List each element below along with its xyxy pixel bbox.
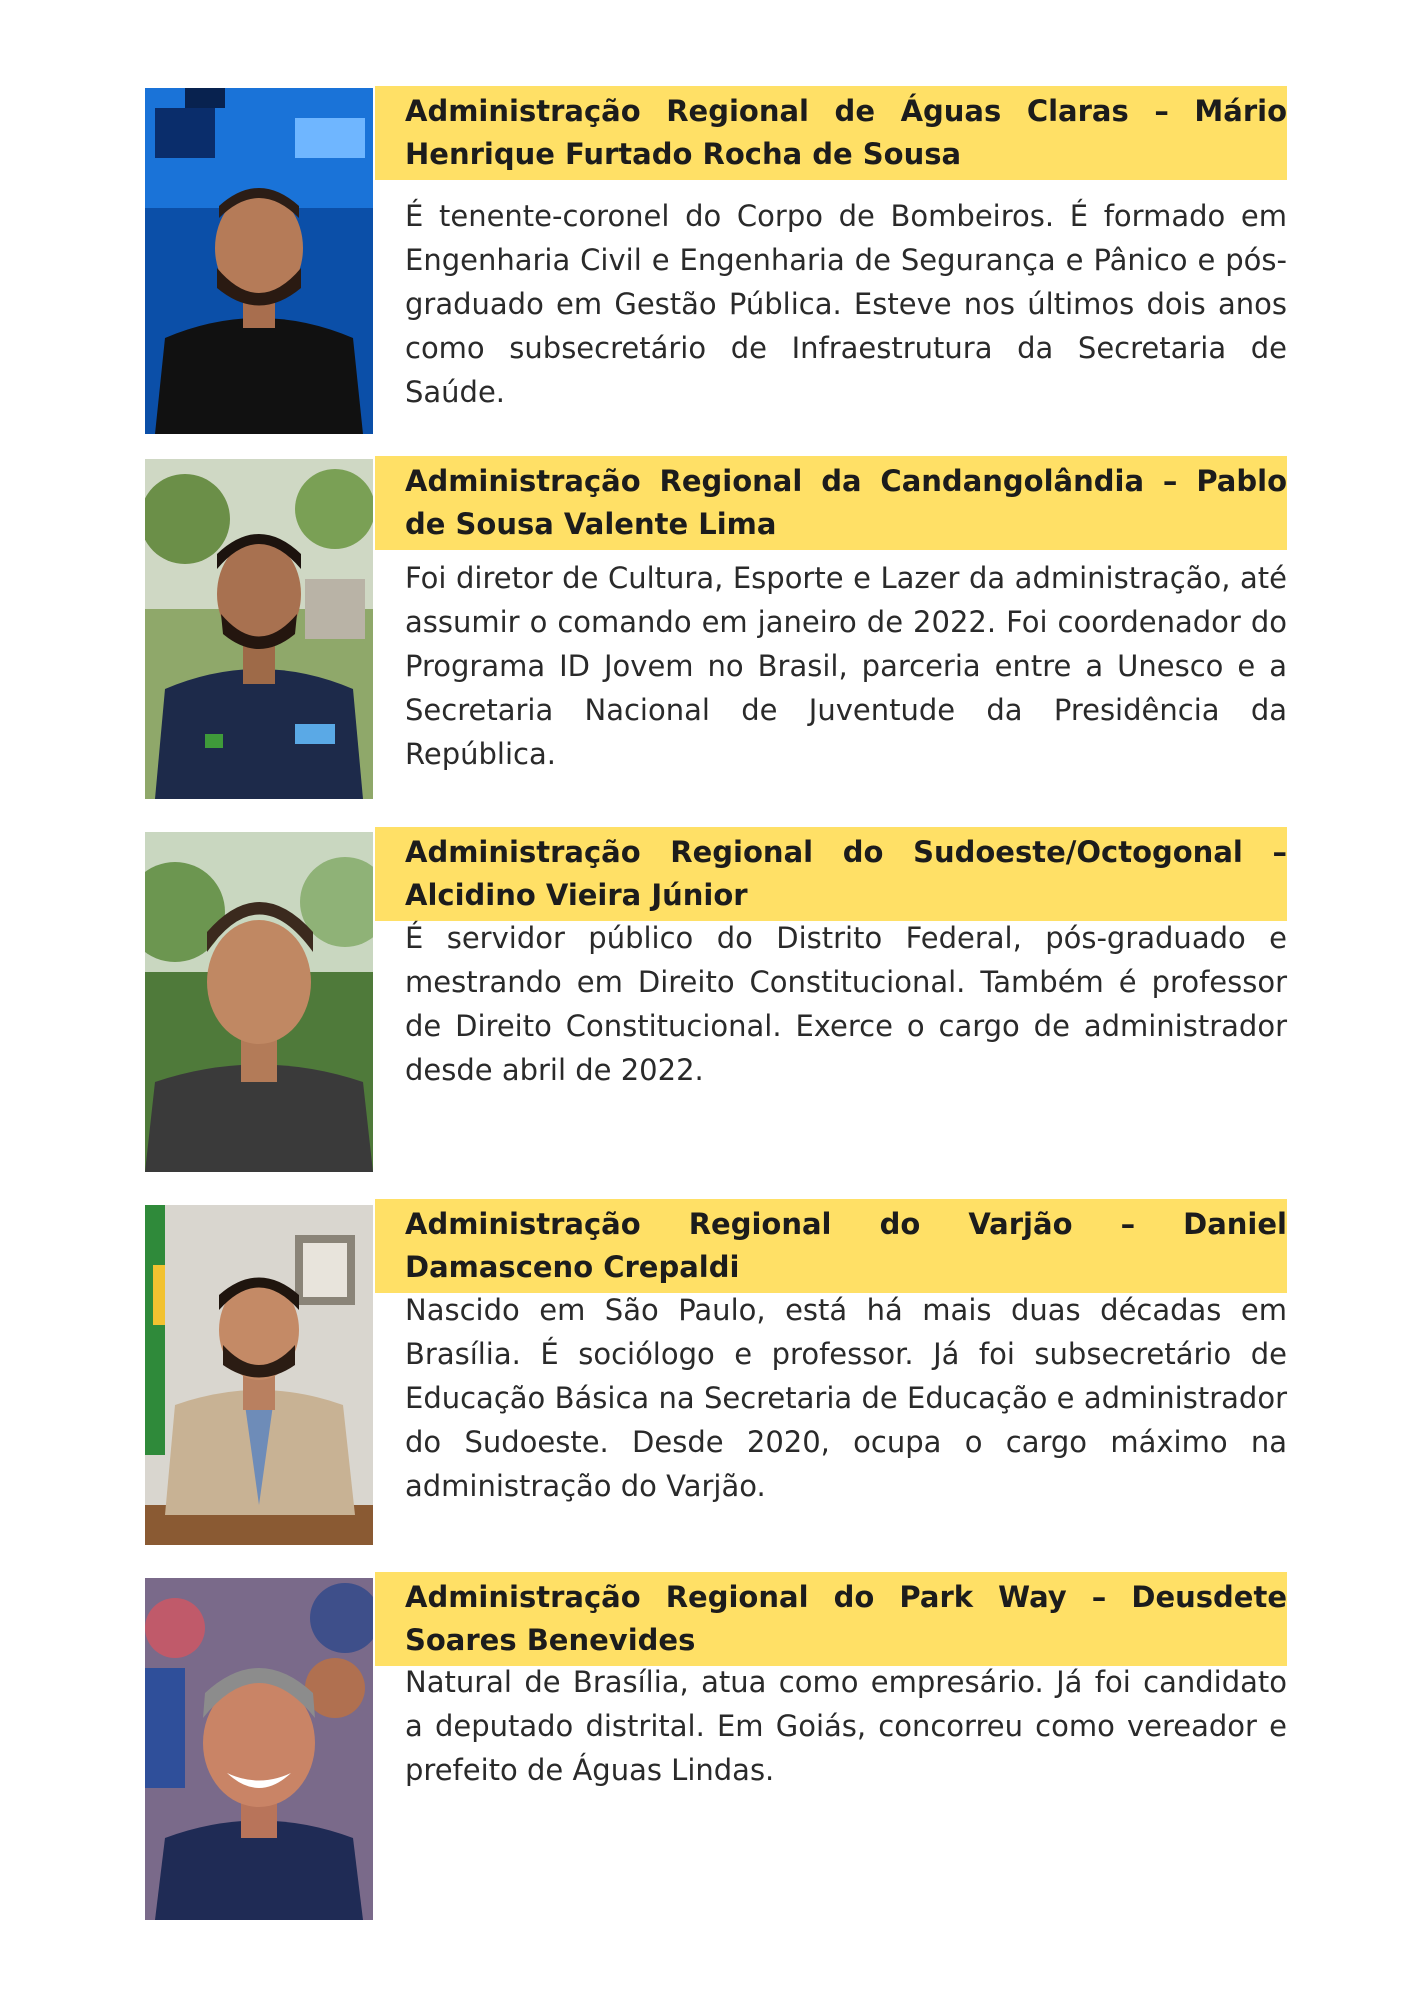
portrait-photo: [145, 1205, 373, 1545]
entry-title: Administração Regional de Águas Claras – Mário Henrique Furtado Rocha de Sousa: [375, 86, 1287, 180]
entry-title: Administração Regional do Sudoeste/Octogonal – Alcidino Vieira Júnior: [375, 827, 1287, 921]
entry-bio: Natural de Brasília, atua como empresário. Já foi candidato a deputado distrital. Em Goiás, concorreu como vereador e prefeito de Águas Lindas.: [405, 1665, 1287, 1787]
entry-bio: Foi diretor de Cultura, Esporte e Lazer da administração, até assumir o comando em janeiro de 2022. Foi coordenador do Programa ID Jovem no Brasil, parceria entre a Unesco e a Secretaria Nacional de Juventude da Presidência da República.: [405, 561, 1287, 771]
entry-title: Administração Regional da Candangolândia – Pablo de Sousa Valente Lima: [375, 456, 1287, 550]
portrait-photo: [145, 88, 373, 434]
entry-bio: É servidor público do Distrito Federal, pós-graduado e mestrando em Direito Constitucional. Também é professor de Direito Constitucional. Exerce o cargo de administrador desde abril de 2022.: [405, 921, 1287, 1087]
entry-title: Administração Regional do Varjão – Daniel Damasceno Crepaldi: [375, 1199, 1287, 1293]
entry-bio: É tenente-coronel do Corpo de Bombeiros. É formado em Engenharia Civil e Engenharia de Segurança e Pânico e pós-graduado em Gestão Pública. Esteve nos últimos dois anos como subsecretário de Infraestrutura da Secretaria de Saúde.: [405, 199, 1287, 409]
portrait-photo: [145, 459, 373, 799]
portrait-photo: [145, 832, 373, 1172]
portrait-photo: [145, 1578, 373, 1920]
entry-title: Administração Regional do Park Way – Deusdete Soares Benevides: [375, 1572, 1287, 1666]
entry-bio: Nascido em São Paulo, está há mais duas décadas em Brasília. É sociólogo e professor. Já foi subsecretário de Educação Básica na Secretaria de Educação e administrador do Sudoeste. Desde 2020, ocupa o cargo máximo na administração do Varjão.: [405, 1293, 1287, 1503]
